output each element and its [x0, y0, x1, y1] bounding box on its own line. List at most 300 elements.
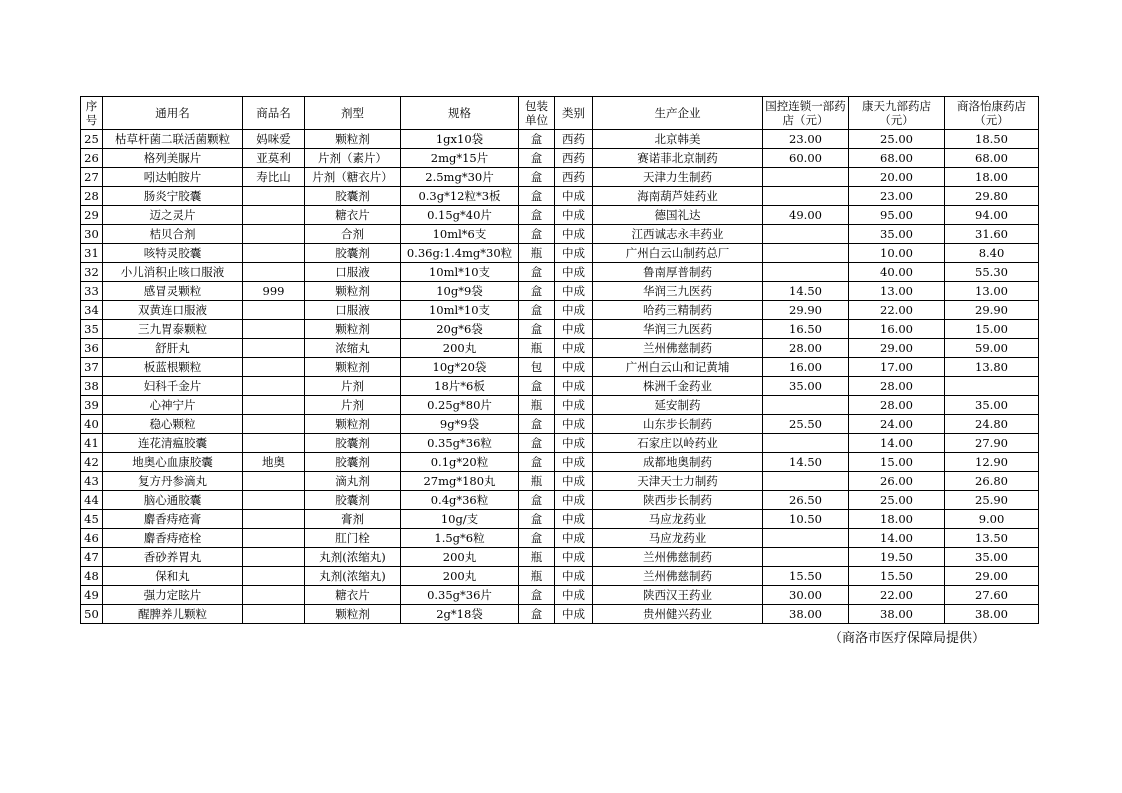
cell-generic-name: 复方丹参滴丸: [103, 472, 243, 491]
table-row: [81, 168, 1039, 187]
cell-price-kangtian: 16.00: [849, 320, 945, 339]
cell-dosage-form: 胶囊剂: [305, 491, 401, 510]
cell-spec: 10g*9袋: [401, 282, 519, 301]
table-row: [81, 548, 1039, 567]
cell-no: 40: [81, 415, 103, 434]
cell-generic-name: 保和丸: [103, 567, 243, 586]
cell-no: 38: [81, 377, 103, 396]
table-row: [81, 244, 1039, 263]
cell-price-guokong: [763, 187, 849, 206]
cell-trade-name: [243, 206, 305, 225]
cell-trade-name: [243, 320, 305, 339]
cell-package-unit: 盒: [519, 453, 555, 472]
header-price-guokong: 国控连锁一部药店（元）: [763, 97, 849, 130]
table-row: [81, 301, 1039, 320]
cell-spec: 9g*9袋: [401, 415, 519, 434]
cell-dosage-form: 颗粒剂: [305, 358, 401, 377]
cell-trade-name: [243, 491, 305, 510]
cell-dosage-form: 胶囊剂: [305, 244, 401, 263]
cell-category: 中成: [555, 339, 593, 358]
cell-package-unit: 盒: [519, 225, 555, 244]
cell-category: 中成: [555, 396, 593, 415]
cell-trade-name: [243, 301, 305, 320]
cell-category: 中成: [555, 529, 593, 548]
cell-price-yikang: 31.60: [945, 225, 1039, 244]
header-dosage-form: 剂型: [305, 97, 401, 130]
table-row: [81, 282, 1039, 301]
cell-price-guokong: 14.50: [763, 453, 849, 472]
cell-category: 中成: [555, 187, 593, 206]
cell-manufacturer: 株洲千金药业: [593, 377, 763, 396]
cell-trade-name: [243, 472, 305, 491]
cell-price-guokong: 35.00: [763, 377, 849, 396]
cell-generic-name: 吲达帕胺片: [103, 168, 243, 187]
cell-no: 33: [81, 282, 103, 301]
header-trade-name: 商品名: [243, 97, 305, 130]
cell-price-kangtian: 24.00: [849, 415, 945, 434]
cell-dosage-form: 口服液: [305, 301, 401, 320]
cell-generic-name: 脑心通胶囊: [103, 491, 243, 510]
table-row: [81, 206, 1039, 225]
cell-generic-name: 连花清瘟胶囊: [103, 434, 243, 453]
cell-no: 44: [81, 491, 103, 510]
cell-spec: 0.35g*36粒: [401, 434, 519, 453]
cell-no: 30: [81, 225, 103, 244]
cell-price-guokong: [763, 472, 849, 491]
cell-price-yikang: 18.00: [945, 168, 1039, 187]
cell-price-yikang: 35.00: [945, 548, 1039, 567]
cell-package-unit: 盒: [519, 605, 555, 624]
cell-price-guokong: 38.00: [763, 605, 849, 624]
header-package-unit: 包装单位: [519, 97, 555, 130]
cell-price-kangtian: 20.00: [849, 168, 945, 187]
cell-price-yikang: 29.90: [945, 301, 1039, 320]
drug-price-table: [80, 96, 1039, 624]
cell-category: 中成: [555, 586, 593, 605]
cell-price-yikang: 29.80: [945, 187, 1039, 206]
cell-no: 41: [81, 434, 103, 453]
cell-price-guokong: 28.00: [763, 339, 849, 358]
cell-manufacturer: 北京韩美: [593, 130, 763, 149]
cell-price-kangtian: 22.00: [849, 586, 945, 605]
cell-trade-name: [243, 529, 305, 548]
header-manufacturer: 生产企业: [593, 97, 763, 130]
cell-manufacturer: 天津天士力制药: [593, 472, 763, 491]
cell-price-guokong: 29.90: [763, 301, 849, 320]
cell-price-kangtian: 28.00: [849, 396, 945, 415]
cell-no: 26: [81, 149, 103, 168]
table-row: [81, 358, 1039, 377]
cell-dosage-form: 肛门栓: [305, 529, 401, 548]
header-no: 序号: [81, 97, 103, 130]
table-row: [81, 529, 1039, 548]
cell-dosage-form: 片剂（糖衣片）: [305, 168, 401, 187]
cell-manufacturer: 广州白云山制药总厂: [593, 244, 763, 263]
cell-price-yikang: 15.00: [945, 320, 1039, 339]
cell-package-unit: 盒: [519, 377, 555, 396]
cell-spec: 2.5mg*30片: [401, 168, 519, 187]
cell-manufacturer: 陕西步长制药: [593, 491, 763, 510]
cell-price-guokong: 16.00: [763, 358, 849, 377]
table-row: [81, 510, 1039, 529]
cell-dosage-form: 颗粒剂: [305, 320, 401, 339]
cell-spec: 0.3g*12粒*3板: [401, 187, 519, 206]
cell-trade-name: [243, 263, 305, 282]
cell-trade-name: 妈咪爱: [243, 130, 305, 149]
cell-package-unit: 盒: [519, 301, 555, 320]
cell-manufacturer: 华润三九医药: [593, 282, 763, 301]
cell-manufacturer: 马应龙药业: [593, 529, 763, 548]
cell-generic-name: 肠炎宁胶囊: [103, 187, 243, 206]
cell-package-unit: 盒: [519, 434, 555, 453]
cell-trade-name: [243, 377, 305, 396]
cell-price-kangtian: 15.00: [849, 453, 945, 472]
cell-generic-name: 麝香痔疮栓: [103, 529, 243, 548]
cell-price-kangtian: 14.00: [849, 529, 945, 548]
cell-dosage-form: 口服液: [305, 263, 401, 282]
cell-generic-name: 板蓝根颗粒: [103, 358, 243, 377]
table-row: [81, 149, 1039, 168]
cell-generic-name: 香砂养胃丸: [103, 548, 243, 567]
cell-price-kangtian: 38.00: [849, 605, 945, 624]
cell-category: 中成: [555, 472, 593, 491]
cell-spec: 0.25g*80片: [401, 396, 519, 415]
cell-dosage-form: 颗粒剂: [305, 282, 401, 301]
cell-spec: 10g/支: [401, 510, 519, 529]
cell-category: 中成: [555, 510, 593, 529]
cell-trade-name: 亚莫利: [243, 149, 305, 168]
cell-generic-name: 小儿消积止咳口服液: [103, 263, 243, 282]
cell-price-guokong: [763, 548, 849, 567]
cell-dosage-form: 胶囊剂: [305, 434, 401, 453]
cell-package-unit: 盒: [519, 320, 555, 339]
cell-trade-name: [243, 244, 305, 263]
cell-manufacturer: 石家庄以岭药业: [593, 434, 763, 453]
cell-trade-name: [243, 415, 305, 434]
cell-price-yikang: 38.00: [945, 605, 1039, 624]
cell-manufacturer: 海南葫芦娃药业: [593, 187, 763, 206]
cell-generic-name: 醒脾养儿颗粒: [103, 605, 243, 624]
cell-spec: 0.35g*36片: [401, 586, 519, 605]
table-row: [81, 491, 1039, 510]
table-row: [81, 605, 1039, 624]
cell-generic-name: 妇科千金片: [103, 377, 243, 396]
cell-price-kangtian: 10.00: [849, 244, 945, 263]
header-generic-name: 通用名: [103, 97, 243, 130]
cell-category: 中成: [555, 358, 593, 377]
cell-generic-name: 地奥心血康胶囊: [103, 453, 243, 472]
cell-no: 35: [81, 320, 103, 339]
cell-generic-name: 迈之灵片: [103, 206, 243, 225]
table-row: [81, 453, 1039, 472]
cell-package-unit: 盒: [519, 510, 555, 529]
cell-price-yikang: 26.80: [945, 472, 1039, 491]
cell-trade-name: [243, 567, 305, 586]
cell-manufacturer: 鲁南厚普制药: [593, 263, 763, 282]
cell-price-yikang: 9.00: [945, 510, 1039, 529]
header-category: 类别: [555, 97, 593, 130]
table-row: [81, 472, 1039, 491]
cell-price-guokong: [763, 244, 849, 263]
cell-trade-name: [243, 605, 305, 624]
cell-dosage-form: 浓缩丸: [305, 339, 401, 358]
cell-price-yikang: 68.00: [945, 149, 1039, 168]
cell-price-yikang: 25.90: [945, 491, 1039, 510]
cell-generic-name: 强力定眩片: [103, 586, 243, 605]
cell-dosage-form: 膏剂: [305, 510, 401, 529]
cell-package-unit: 瓶: [519, 244, 555, 263]
cell-price-yikang: 55.30: [945, 263, 1039, 282]
cell-dosage-form: 片剂: [305, 396, 401, 415]
cell-price-kangtian: 14.00: [849, 434, 945, 453]
cell-spec: 2g*18袋: [401, 605, 519, 624]
cell-price-kangtian: 25.00: [849, 130, 945, 149]
cell-package-unit: 盒: [519, 282, 555, 301]
cell-package-unit: 瓶: [519, 548, 555, 567]
cell-generic-name: 格列美脲片: [103, 149, 243, 168]
cell-price-guokong: 30.00: [763, 586, 849, 605]
cell-generic-name: 咳特灵胶囊: [103, 244, 243, 263]
cell-package-unit: 盒: [519, 149, 555, 168]
cell-price-yikang: 35.00: [945, 396, 1039, 415]
cell-spec: 18片*6板: [401, 377, 519, 396]
cell-generic-name: 三九胃泰颗粒: [103, 320, 243, 339]
header-price-kangtian: 康天九部药店（元）: [849, 97, 945, 130]
cell-price-guokong: 14.50: [763, 282, 849, 301]
cell-package-unit: 盒: [519, 263, 555, 282]
cell-generic-name: 桔贝合剂: [103, 225, 243, 244]
cell-dosage-form: 丸剂(浓缩丸): [305, 548, 401, 567]
cell-price-guokong: [763, 263, 849, 282]
cell-spec: 0.36g:1.4mg*30粒: [401, 244, 519, 263]
cell-no: 49: [81, 586, 103, 605]
cell-no: 36: [81, 339, 103, 358]
cell-price-kangtian: 26.00: [849, 472, 945, 491]
cell-dosage-form: 片剂: [305, 377, 401, 396]
table-row: [81, 567, 1039, 586]
cell-generic-name: 双黄连口服液: [103, 301, 243, 320]
cell-price-kangtian: 15.50: [849, 567, 945, 586]
cell-generic-name: 感冒灵颗粒: [103, 282, 243, 301]
cell-category: 中成: [555, 453, 593, 472]
cell-dosage-form: 片剂（素片）: [305, 149, 401, 168]
cell-dosage-form: 胶囊剂: [305, 453, 401, 472]
cell-category: 中成: [555, 263, 593, 282]
cell-price-yikang: [945, 377, 1039, 396]
cell-price-yikang: 27.60: [945, 586, 1039, 605]
cell-spec: 0.1g*20粒: [401, 453, 519, 472]
cell-price-yikang: 8.40: [945, 244, 1039, 263]
cell-no: 48: [81, 567, 103, 586]
cell-price-kangtian: 40.00: [849, 263, 945, 282]
cell-trade-name: [243, 548, 305, 567]
cell-generic-name: 舒肝丸: [103, 339, 243, 358]
cell-price-kangtian: 13.00: [849, 282, 945, 301]
cell-price-guokong: 60.00: [763, 149, 849, 168]
cell-manufacturer: 广州白云山和记黄埔: [593, 358, 763, 377]
cell-trade-name: [243, 187, 305, 206]
cell-package-unit: 瓶: [519, 472, 555, 491]
cell-manufacturer: 陕西汉王药业: [593, 586, 763, 605]
table-row: [81, 377, 1039, 396]
cell-trade-name: [243, 358, 305, 377]
cell-manufacturer: 贵州健兴药业: [593, 605, 763, 624]
cell-generic-name: 枯草杆菌二联活菌颗粒: [103, 130, 243, 149]
cell-price-yikang: 12.90: [945, 453, 1039, 472]
cell-dosage-form: 糖衣片: [305, 586, 401, 605]
cell-dosage-form: 颗粒剂: [305, 415, 401, 434]
cell-dosage-form: 滴丸剂: [305, 472, 401, 491]
cell-spec: 2mg*15片: [401, 149, 519, 168]
cell-spec: 200丸: [401, 567, 519, 586]
table-row: [81, 130, 1039, 149]
cell-price-guokong: 25.50: [763, 415, 849, 434]
cell-manufacturer: 延安制药: [593, 396, 763, 415]
cell-no: 37: [81, 358, 103, 377]
cell-manufacturer: 成都地奥制药: [593, 453, 763, 472]
cell-spec: 10ml*6支: [401, 225, 519, 244]
cell-dosage-form: 丸剂(浓缩丸): [305, 567, 401, 586]
cell-trade-name: [243, 339, 305, 358]
cell-spec: 27mg*180丸: [401, 472, 519, 491]
cell-price-kangtian: 68.00: [849, 149, 945, 168]
table-row: [81, 415, 1039, 434]
cell-price-yikang: 59.00: [945, 339, 1039, 358]
cell-manufacturer: 山东步长制药: [593, 415, 763, 434]
cell-price-guokong: [763, 225, 849, 244]
cell-package-unit: 包: [519, 358, 555, 377]
cell-package-unit: 瓶: [519, 396, 555, 415]
cell-package-unit: 盒: [519, 491, 555, 510]
cell-package-unit: 盒: [519, 206, 555, 225]
cell-manufacturer: 华润三九医药: [593, 320, 763, 339]
cell-dosage-form: 颗粒剂: [305, 130, 401, 149]
cell-price-guokong: [763, 168, 849, 187]
cell-no: 50: [81, 605, 103, 624]
table-row: [81, 187, 1039, 206]
cell-generic-name: 稳心颗粒: [103, 415, 243, 434]
cell-spec: 1gx10袋: [401, 130, 519, 149]
source-note: （商洛市医疗保障局提供）: [828, 631, 985, 646]
cell-package-unit: 盒: [519, 586, 555, 605]
cell-trade-name: [243, 434, 305, 453]
cell-price-guokong: [763, 434, 849, 453]
cell-price-kangtian: 28.00: [849, 377, 945, 396]
cell-package-unit: 盒: [519, 130, 555, 149]
cell-no: 28: [81, 187, 103, 206]
table-row: [81, 263, 1039, 282]
cell-category: 中成: [555, 206, 593, 225]
table-row: [81, 396, 1039, 415]
cell-price-kangtian: 25.00: [849, 491, 945, 510]
cell-trade-name: [243, 586, 305, 605]
cell-manufacturer: 天津力生制药: [593, 168, 763, 187]
cell-category: 中成: [555, 301, 593, 320]
table-row: [81, 320, 1039, 339]
cell-price-guokong: 23.00: [763, 130, 849, 149]
cell-price-yikang: 13.80: [945, 358, 1039, 377]
cell-no: 39: [81, 396, 103, 415]
cell-no: 29: [81, 206, 103, 225]
cell-dosage-form: 颗粒剂: [305, 605, 401, 624]
cell-package-unit: 盒: [519, 415, 555, 434]
cell-spec: 200丸: [401, 548, 519, 567]
cell-price-kangtian: 23.00: [849, 187, 945, 206]
cell-price-guokong: 49.00: [763, 206, 849, 225]
cell-spec: 10ml*10支: [401, 263, 519, 282]
cell-spec: 200丸: [401, 339, 519, 358]
cell-package-unit: 瓶: [519, 339, 555, 358]
cell-dosage-form: 合剂: [305, 225, 401, 244]
cell-price-yikang: 13.00: [945, 282, 1039, 301]
table-row: [81, 225, 1039, 244]
cell-generic-name: 心神宁片: [103, 396, 243, 415]
cell-manufacturer: 赛诺菲北京制药: [593, 149, 763, 168]
cell-category: 西药: [555, 130, 593, 149]
cell-spec: 10g*20袋: [401, 358, 519, 377]
cell-price-guokong: 16.50: [763, 320, 849, 339]
cell-category: 中成: [555, 567, 593, 586]
cell-spec: 1.5g*6粒: [401, 529, 519, 548]
table-row: [81, 434, 1039, 453]
header-spec: 规格: [401, 97, 519, 130]
cell-price-guokong: [763, 396, 849, 415]
cell-category: 中成: [555, 377, 593, 396]
cell-price-kangtian: 18.00: [849, 510, 945, 529]
cell-trade-name: [243, 510, 305, 529]
cell-dosage-form: 糖衣片: [305, 206, 401, 225]
cell-no: 32: [81, 263, 103, 282]
cell-price-yikang: 24.80: [945, 415, 1039, 434]
cell-category: 中成: [555, 225, 593, 244]
cell-manufacturer: 兰州佛慈制药: [593, 567, 763, 586]
cell-spec: 0.4g*36粒: [401, 491, 519, 510]
cell-no: 42: [81, 453, 103, 472]
cell-no: 47: [81, 548, 103, 567]
cell-no: 27: [81, 168, 103, 187]
header-row: [81, 97, 1039, 130]
cell-spec: 0.15g*40片: [401, 206, 519, 225]
cell-category: 中成: [555, 548, 593, 567]
cell-price-yikang: 29.00: [945, 567, 1039, 586]
cell-no: 46: [81, 529, 103, 548]
table-row: [81, 586, 1039, 605]
cell-price-yikang: 27.90: [945, 434, 1039, 453]
cell-category: 中成: [555, 244, 593, 263]
cell-price-kangtian: 35.00: [849, 225, 945, 244]
cell-category: 中成: [555, 320, 593, 339]
cell-trade-name: [243, 396, 305, 415]
cell-price-guokong: [763, 529, 849, 548]
cell-dosage-form: 胶囊剂: [305, 187, 401, 206]
cell-category: 中成: [555, 491, 593, 510]
cell-manufacturer: 哈药三精制药: [593, 301, 763, 320]
cell-no: 31: [81, 244, 103, 263]
cell-trade-name: 地奥: [243, 453, 305, 472]
table-row: [81, 339, 1039, 358]
cell-category: 西药: [555, 168, 593, 187]
cell-category: 西药: [555, 149, 593, 168]
cell-trade-name: 999: [243, 282, 305, 301]
cell-category: 中成: [555, 415, 593, 434]
cell-price-kangtian: 17.00: [849, 358, 945, 377]
cell-price-kangtian: 22.00: [849, 301, 945, 320]
cell-package-unit: 盒: [519, 187, 555, 206]
cell-manufacturer: 兰州佛慈制药: [593, 339, 763, 358]
cell-generic-name: 麝香痔疮膏: [103, 510, 243, 529]
cell-price-yikang: 18.50: [945, 130, 1039, 149]
cell-price-yikang: 13.50: [945, 529, 1039, 548]
